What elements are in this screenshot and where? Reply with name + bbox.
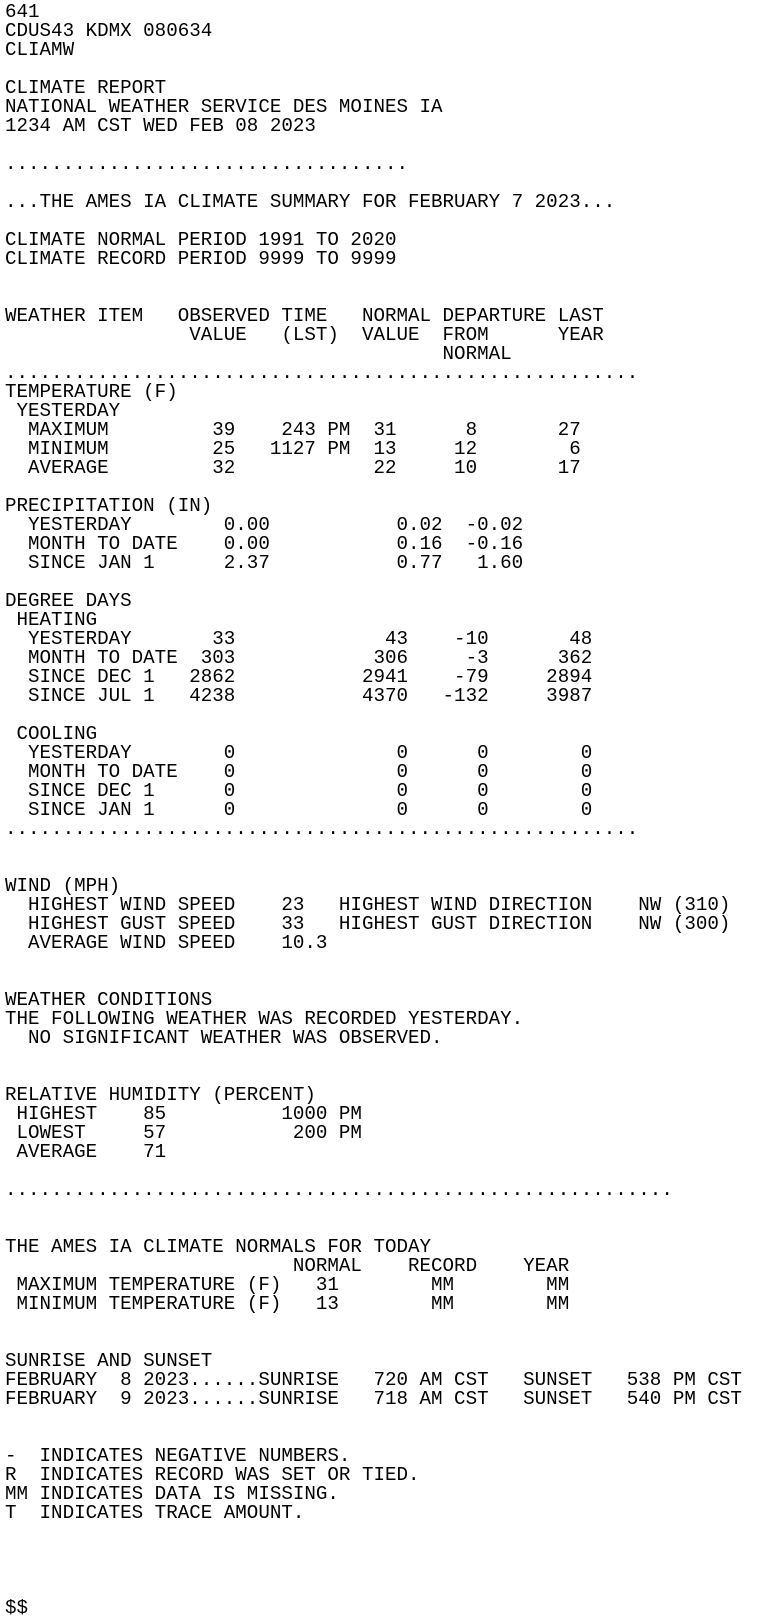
report-line: FEBRUARY 8 2023......SUNRISE 720 AM CST SUNSET 538 PM CST — [5, 1369, 742, 1391]
report-line: CLIMATE NORMAL PERIOD 1991 TO 2020 — [5, 229, 397, 251]
report-line — [5, 1542, 775, 1561]
report-line: MM INDICATES DATA IS MISSING. — [5, 1483, 339, 1505]
report-line: 641 — [5, 3, 40, 23]
report-line — [5, 269, 775, 288]
report-line: SINCE JAN 1 0 0 0 0 — [5, 799, 593, 821]
report-line: HIGHEST 85 1000 PM — [5, 1103, 362, 1125]
report-line: CLIMATE RECORD PERIOD 9999 TO 9999 — [5, 248, 397, 270]
report-line — [5, 858, 775, 877]
report-line: NATIONAL WEATHER SERVICE DES MOINES IA — [5, 96, 443, 118]
report-line: DEGREE DAYS — [5, 590, 132, 612]
report-line: NORMAL — [5, 343, 512, 365]
report-line: TEMPERATURE (F) — [5, 381, 178, 403]
report-line: HIGHEST WIND SPEED 23 HIGHEST WIND DIRECTION NW (310) — [5, 894, 731, 916]
report-line: AVERAGE 71 — [5, 1141, 167, 1163]
report-line: MAXIMUM 39 243 PM 31 8 27 — [5, 419, 581, 441]
report-line: R INDICATES RECORD WAS SET OR TIED. — [5, 1464, 420, 1486]
report-line: ....................................................... — [5, 818, 639, 840]
report-line: SINCE JUL 1 4238 4370 -132 3987 — [5, 685, 593, 707]
report-line: THE AMES IA CLIMATE NORMALS FOR TODAY — [5, 1236, 432, 1258]
report-line — [5, 1200, 775, 1219]
report-line — [5, 1314, 775, 1333]
report-line: NORMAL RECORD YEAR — [5, 1255, 570, 1277]
report-line: HEATING — [5, 609, 98, 631]
report-line: ....................................................... — [5, 362, 639, 384]
report-line: PRECIPITATION (IN) — [5, 495, 213, 517]
report-line: WEATHER ITEM OBSERVED TIME NORMAL DEPARTURE LAST — [5, 305, 604, 327]
report-line: MINIMUM 25 1127 PM 13 12 6 — [5, 438, 581, 460]
report-line: NO SIGNIFICANT WEATHER WAS OBSERVED. — [5, 1027, 443, 1049]
climate-report-text — [5, 3, 775, 1618]
report-line — [5, 839, 775, 858]
report-line: COOLING — [5, 723, 98, 745]
report-line: T INDICATES TRACE AMOUNT. — [5, 1502, 305, 1524]
report-line: CLIMATE REPORT — [5, 77, 167, 99]
report-line: - INDICATES NEGATIVE NUMBERS. — [5, 1445, 351, 1467]
report-line: WIND (MPH) — [5, 875, 121, 897]
report-line: AVERAGE 32 22 10 17 — [5, 457, 581, 479]
report-line: CDUS43 KDMX 080634 — [5, 20, 213, 42]
report-line: ...THE AMES IA CLIMATE SUMMARY FOR FEBRUARY 7 2023... — [5, 191, 616, 213]
report-line: 1234 AM CST WED FEB 08 2023 — [5, 115, 316, 137]
report-line — [5, 1523, 775, 1542]
report-line: .......................................................... — [5, 1179, 673, 1201]
report-line: SINCE DEC 1 2862 2941 -79 2894 — [5, 666, 593, 688]
report-line — [5, 1580, 775, 1599]
report-line: FEBRUARY 9 2023......SUNRISE 718 AM CST SUNSET 540 PM CST — [5, 1388, 742, 1410]
report-line: ................................... — [5, 153, 409, 175]
report-line: THE FOLLOWING WEATHER WAS RECORDED YESTERDAY. — [5, 1008, 524, 1030]
report-line: HIGHEST GUST SPEED 33 HIGHEST GUST DIRECTION NW (300) — [5, 913, 731, 935]
report-line: RELATIVE HUMIDITY (PERCENT) — [5, 1084, 316, 1106]
report-line: VALUE (LST) VALUE FROM YEAR — [5, 324, 604, 346]
report-line: LOWEST 57 200 PM — [5, 1122, 362, 1144]
report-line — [5, 706, 775, 725]
report-line — [5, 1561, 775, 1580]
report-line: YESTERDAY 0.00 0.02 -0.02 — [5, 514, 524, 536]
report-line — [5, 1409, 775, 1428]
report-line: SINCE DEC 1 0 0 0 0 — [5, 780, 593, 802]
report-line: SUNRISE AND SUNSET — [5, 1350, 213, 1372]
report-line: WEATHER CONDITIONS — [5, 989, 213, 1011]
report-line: $$ — [5, 1597, 29, 1618]
report-line: MONTH TO DATE 0.00 0.16 -0.16 — [5, 533, 524, 555]
report-line: MAXIMUM TEMPERATURE (F) 31 MM MM — [5, 1274, 570, 1296]
report-line: MONTH TO DATE 0 0 0 0 — [5, 761, 593, 783]
report-line: YESTERDAY 0 0 0 0 — [5, 742, 593, 764]
report-line: MONTH TO DATE 303 306 -3 362 — [5, 647, 593, 669]
report-line: YESTERDAY — [5, 400, 121, 422]
report-line: AVERAGE WIND SPEED 10.3 — [5, 932, 328, 954]
report-line: MINIMUM TEMPERATURE (F) 13 MM MM — [5, 1293, 570, 1315]
report-line — [5, 953, 775, 972]
report-line: YESTERDAY 33 43 -10 48 — [5, 628, 593, 650]
report-line — [5, 1048, 775, 1067]
report-line: CLIAMW — [5, 39, 75, 61]
report-line: SINCE JAN 1 2.37 0.77 1.60 — [5, 552, 524, 574]
